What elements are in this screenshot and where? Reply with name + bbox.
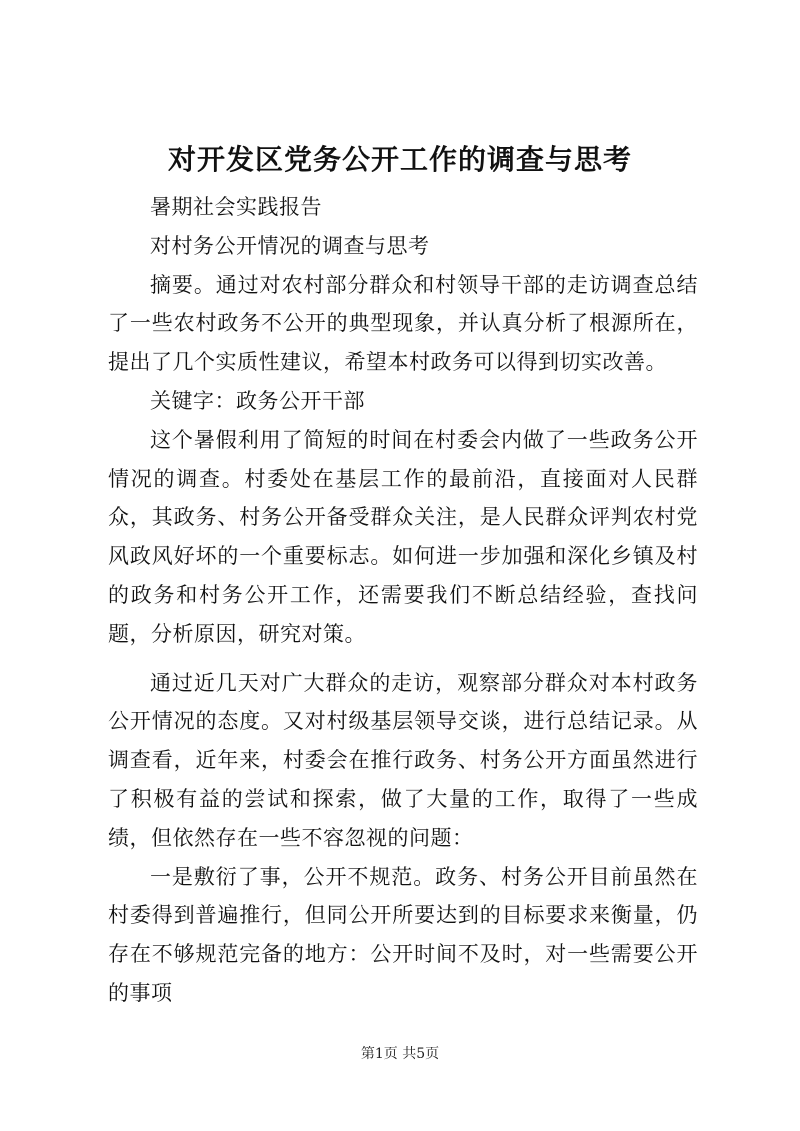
subtitle-report-type: 暑期社会实践报告 bbox=[150, 195, 322, 219]
problem-one-paragraph: 一是敷衍了事，公开不规范。政务、村务公开目前虽然在村委得到普遍推行，但同公开所要达到的目标要求来衡量，仍存在不够规范完备的地方：公开时间不及时，对一些需要公开的事项 bbox=[108, 864, 698, 1005]
document-body bbox=[108, 188, 698, 1013]
abstract-paragraph: 摘要。通过对农村部分群众和村领导干部的走访调查总结了一些农村政务不公开的典型现象，并认真分析了根源所在，提出了几个实质性建议，希望本村政务可以得到切实改善。 bbox=[108, 272, 698, 375]
page-number-footer: 第1页 共5页 bbox=[360, 1046, 440, 1062]
keywords-paragraph: 关键字：政务公开干部 bbox=[150, 388, 365, 413]
document-title: 对开发区党务公开工作的调查与思考 bbox=[167, 143, 632, 176]
subtitle-topic: 对村务公开情况的调查与思考 bbox=[150, 233, 430, 258]
intro-paragraph: 这个暑假利用了简短的时间在村委会内做了一些政务公开情况的调查。村委处在基层工作的最前沿，直接面对人民群众，其政务、村务公开备受群众关注，是人民群众评判农村党风政风好坏的一个重要标志。如何进一步加强和深化乡镇及村的政务和村务公开工作，还需要我们不断总结经验，查找问题，分析原因，研究对策。 bbox=[108, 427, 698, 646]
investigation-paragraph: 通过近几天对广大群众的走访，观察部分群众对本村政务公开情况的态度。又对村级基层领导交谈，进行总结记录。从调查看，近年来，村委会在推行政务、村务公开方面虽然进行了积极有益的尝试和探索，做了大量的工作，取得了一些成绩，但依然存在一些不容忽视的问题： bbox=[108, 670, 698, 850]
